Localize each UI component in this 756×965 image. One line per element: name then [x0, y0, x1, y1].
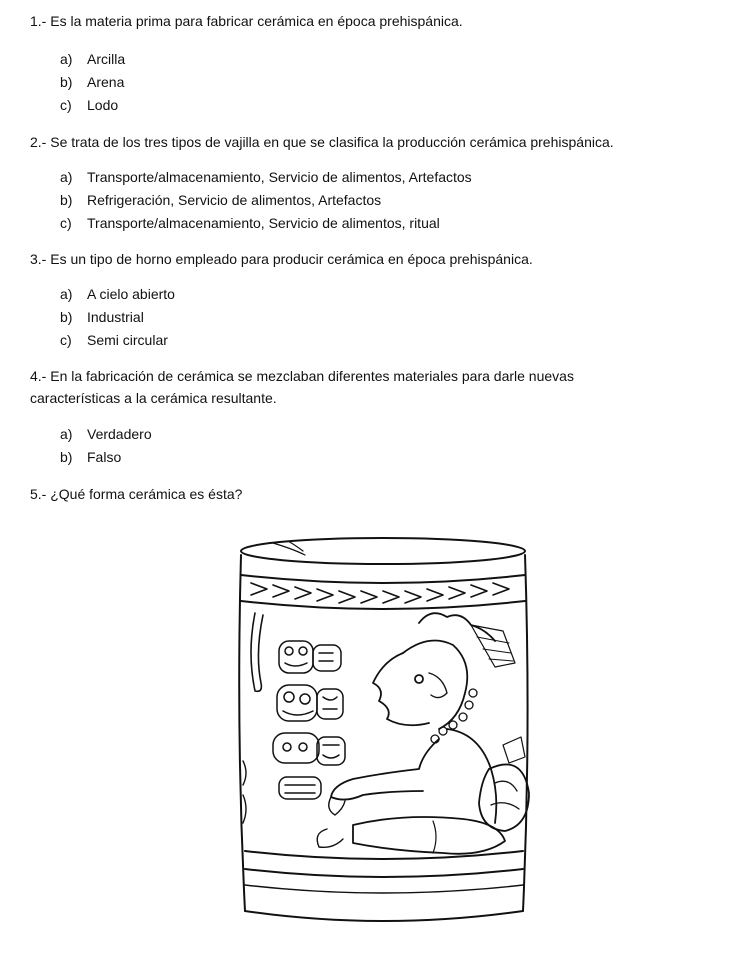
vase-drawing	[233, 533, 533, 933]
question-1	[30, 10, 463, 117]
option-3b[interactable]	[60, 306, 533, 329]
option-letter: a)	[60, 426, 73, 442]
option-letter: a)	[60, 51, 73, 67]
option-letter: b)	[60, 449, 73, 465]
arm	[331, 739, 439, 800]
option-letter: b)	[60, 309, 73, 325]
left-border-motif	[251, 613, 263, 691]
question-1-text: 1.- Es la materia prima para fabricar cerámica en época prehispánica.	[30, 13, 463, 29]
option-label: A cielo abierto	[87, 286, 175, 302]
option-1a[interactable]	[60, 48, 463, 71]
top-band-line-1	[241, 575, 525, 583]
option-label: Arcilla	[87, 51, 126, 67]
question-4-text-line1: 4.- En la fabricación de cerámica se mezclaban diferentes materiales para darle nuevas	[30, 368, 574, 384]
question-4-text-line2: características a la cerámica resultante.	[30, 390, 277, 406]
option-2c[interactable]	[60, 212, 750, 235]
foot	[317, 829, 343, 847]
legs	[353, 817, 505, 854]
question-4	[30, 365, 574, 469]
question-2-options	[30, 166, 750, 235]
eye	[415, 675, 423, 683]
question-3-options	[30, 283, 533, 352]
glyph-column	[273, 641, 345, 799]
bundle-top	[503, 737, 525, 763]
option-letter: c)	[60, 215, 72, 231]
option-3a[interactable]	[60, 283, 533, 306]
option-4b[interactable]	[60, 446, 574, 469]
option-label: Transporte/almacenamiento, Servicio de alimentos, ritual	[87, 215, 440, 231]
option-3c[interactable]	[60, 329, 533, 352]
face-profile	[373, 653, 429, 725]
back	[447, 729, 496, 823]
chevron-band	[251, 583, 509, 603]
option-2a[interactable]	[60, 166, 750, 189]
option-letter: c)	[60, 97, 72, 113]
left-edge-marks	[243, 761, 246, 823]
option-letter: a)	[60, 169, 73, 185]
option-label: Transporte/almacenamiento, Servicio de alimentos, Artefactos	[87, 169, 472, 185]
option-label: Industrial	[87, 309, 144, 325]
vase-base	[245, 911, 523, 921]
option-letter: c)	[60, 332, 72, 348]
option-label: Falso	[87, 449, 122, 465]
maya-vase-illustration	[233, 533, 533, 933]
question-5-text: 5.- ¿Qué forma cerámica es ésta?	[30, 486, 243, 502]
question-5	[30, 483, 242, 505]
question-1-options	[30, 48, 463, 117]
question-3	[30, 248, 533, 352]
vase-right-side	[523, 555, 528, 911]
option-label: Lodo	[87, 97, 119, 113]
option-1b[interactable]	[60, 71, 463, 94]
bundle	[479, 764, 529, 831]
option-2b[interactable]	[60, 189, 750, 212]
option-letter: a)	[60, 286, 73, 302]
head-back	[403, 641, 467, 730]
option-letter: b)	[60, 192, 73, 208]
ear-ornament	[429, 673, 447, 698]
seated-figure	[317, 613, 529, 854]
option-letter: b)	[60, 74, 73, 90]
option-label: Arena	[87, 74, 125, 90]
option-label: Refrigeración, Servicio de alimentos, Artefactos	[87, 192, 382, 208]
option-label: Semi circular	[87, 332, 168, 348]
question-4-options	[30, 423, 574, 469]
question-2	[30, 131, 750, 235]
vase-left-side	[239, 555, 245, 911]
vase-rim	[241, 538, 525, 564]
option-1c[interactable]	[60, 94, 463, 117]
question-2-text: 2.- Se trata de los tres tipos de vajilla en que se clasifica la producción cerámica prehispánica.	[30, 134, 614, 150]
bottom-band-line-3	[245, 885, 523, 893]
question-3-text: 3.- Es un tipo de horno empleado para producir cerámica en época prehispánica.	[30, 251, 533, 267]
bottom-band-line-2	[245, 869, 523, 877]
option-4a[interactable]	[60, 423, 574, 446]
option-label: Verdadero	[87, 426, 152, 442]
